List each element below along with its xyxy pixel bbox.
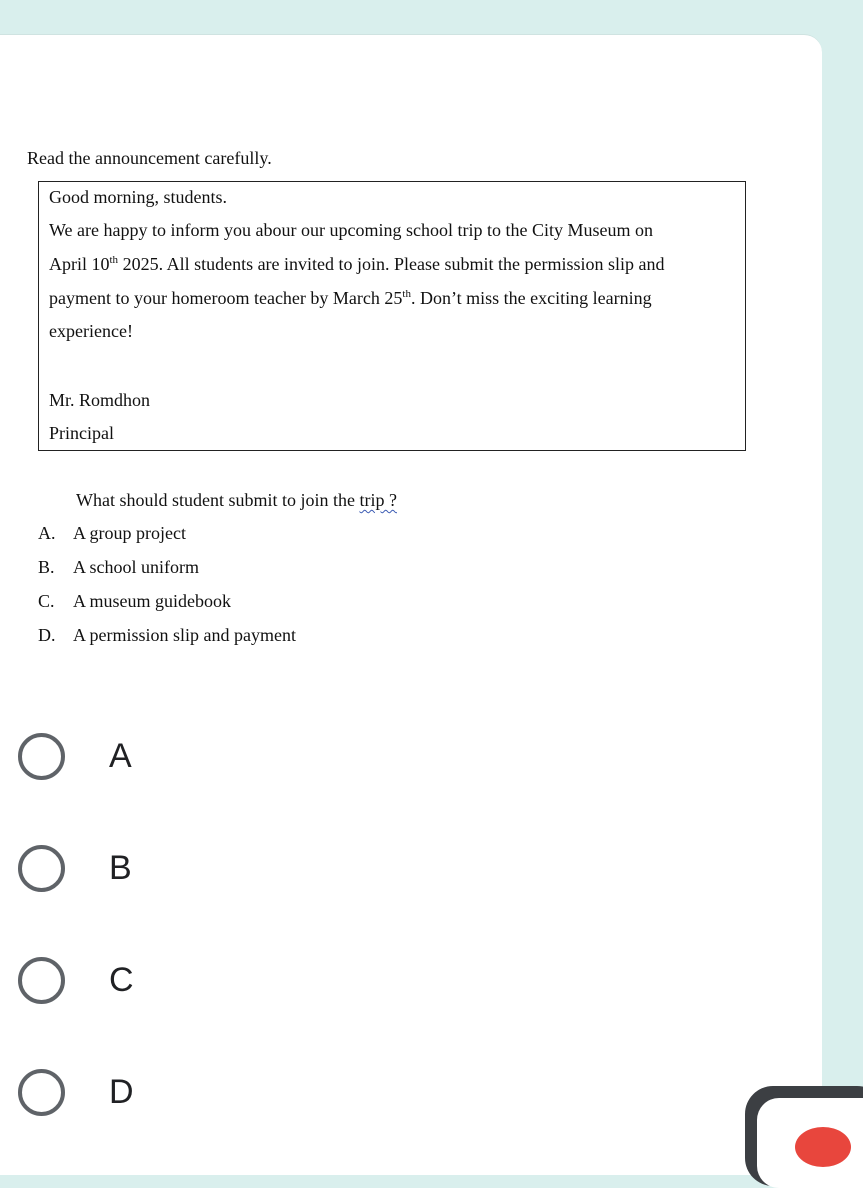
radio-circle-icon[interactable] <box>18 733 65 780</box>
option-d: D. A permission slip and payment <box>38 625 296 645</box>
announcement-signer-title: Principal <box>49 423 114 443</box>
option-b: B. A school uniform <box>38 557 199 577</box>
radio-label-c: C <box>109 961 134 999</box>
radio-choice-b[interactable] <box>18 845 418 901</box>
radio-circle-icon[interactable] <box>18 1069 65 1116</box>
radio-label-a: A <box>109 737 132 775</box>
spellcheck-underline: trip ? <box>359 490 397 510</box>
radio-circle-icon[interactable] <box>18 845 65 892</box>
announcement-signer: Mr. Romdhon <box>49 390 151 410</box>
announcement-line-2: April 10th 2025. All students are invited to join. Please submit the permission slip and <box>49 254 665 274</box>
question-text: What should student submit to join the trip ? <box>76 490 397 510</box>
radio-circle-icon[interactable] <box>18 957 65 1004</box>
radio-label-d: D <box>109 1073 134 1111</box>
announcement-line-4: experience! <box>49 321 133 341</box>
option-a: A. A group project <box>38 523 186 543</box>
announcement-line-3: payment to your homeroom teacher by March 25th. Don’t miss the exciting learning <box>49 288 652 308</box>
announcement-box <box>38 181 746 451</box>
radio-choice-d[interactable] <box>18 1069 418 1125</box>
option-c: C. A museum guidebook <box>38 591 231 611</box>
radio-choice-c[interactable] <box>18 957 418 1013</box>
record-icon[interactable] <box>795 1127 851 1167</box>
announcement-greeting: Good morning, students. <box>49 187 227 207</box>
instruction-text: Read the announcement carefully. <box>27 148 272 168</box>
radio-choice-a[interactable] <box>18 733 418 789</box>
radio-label-b: B <box>109 849 132 887</box>
announcement-line-1: We are happy to inform you abour our upcoming school trip to the City Museum on <box>49 220 653 240</box>
